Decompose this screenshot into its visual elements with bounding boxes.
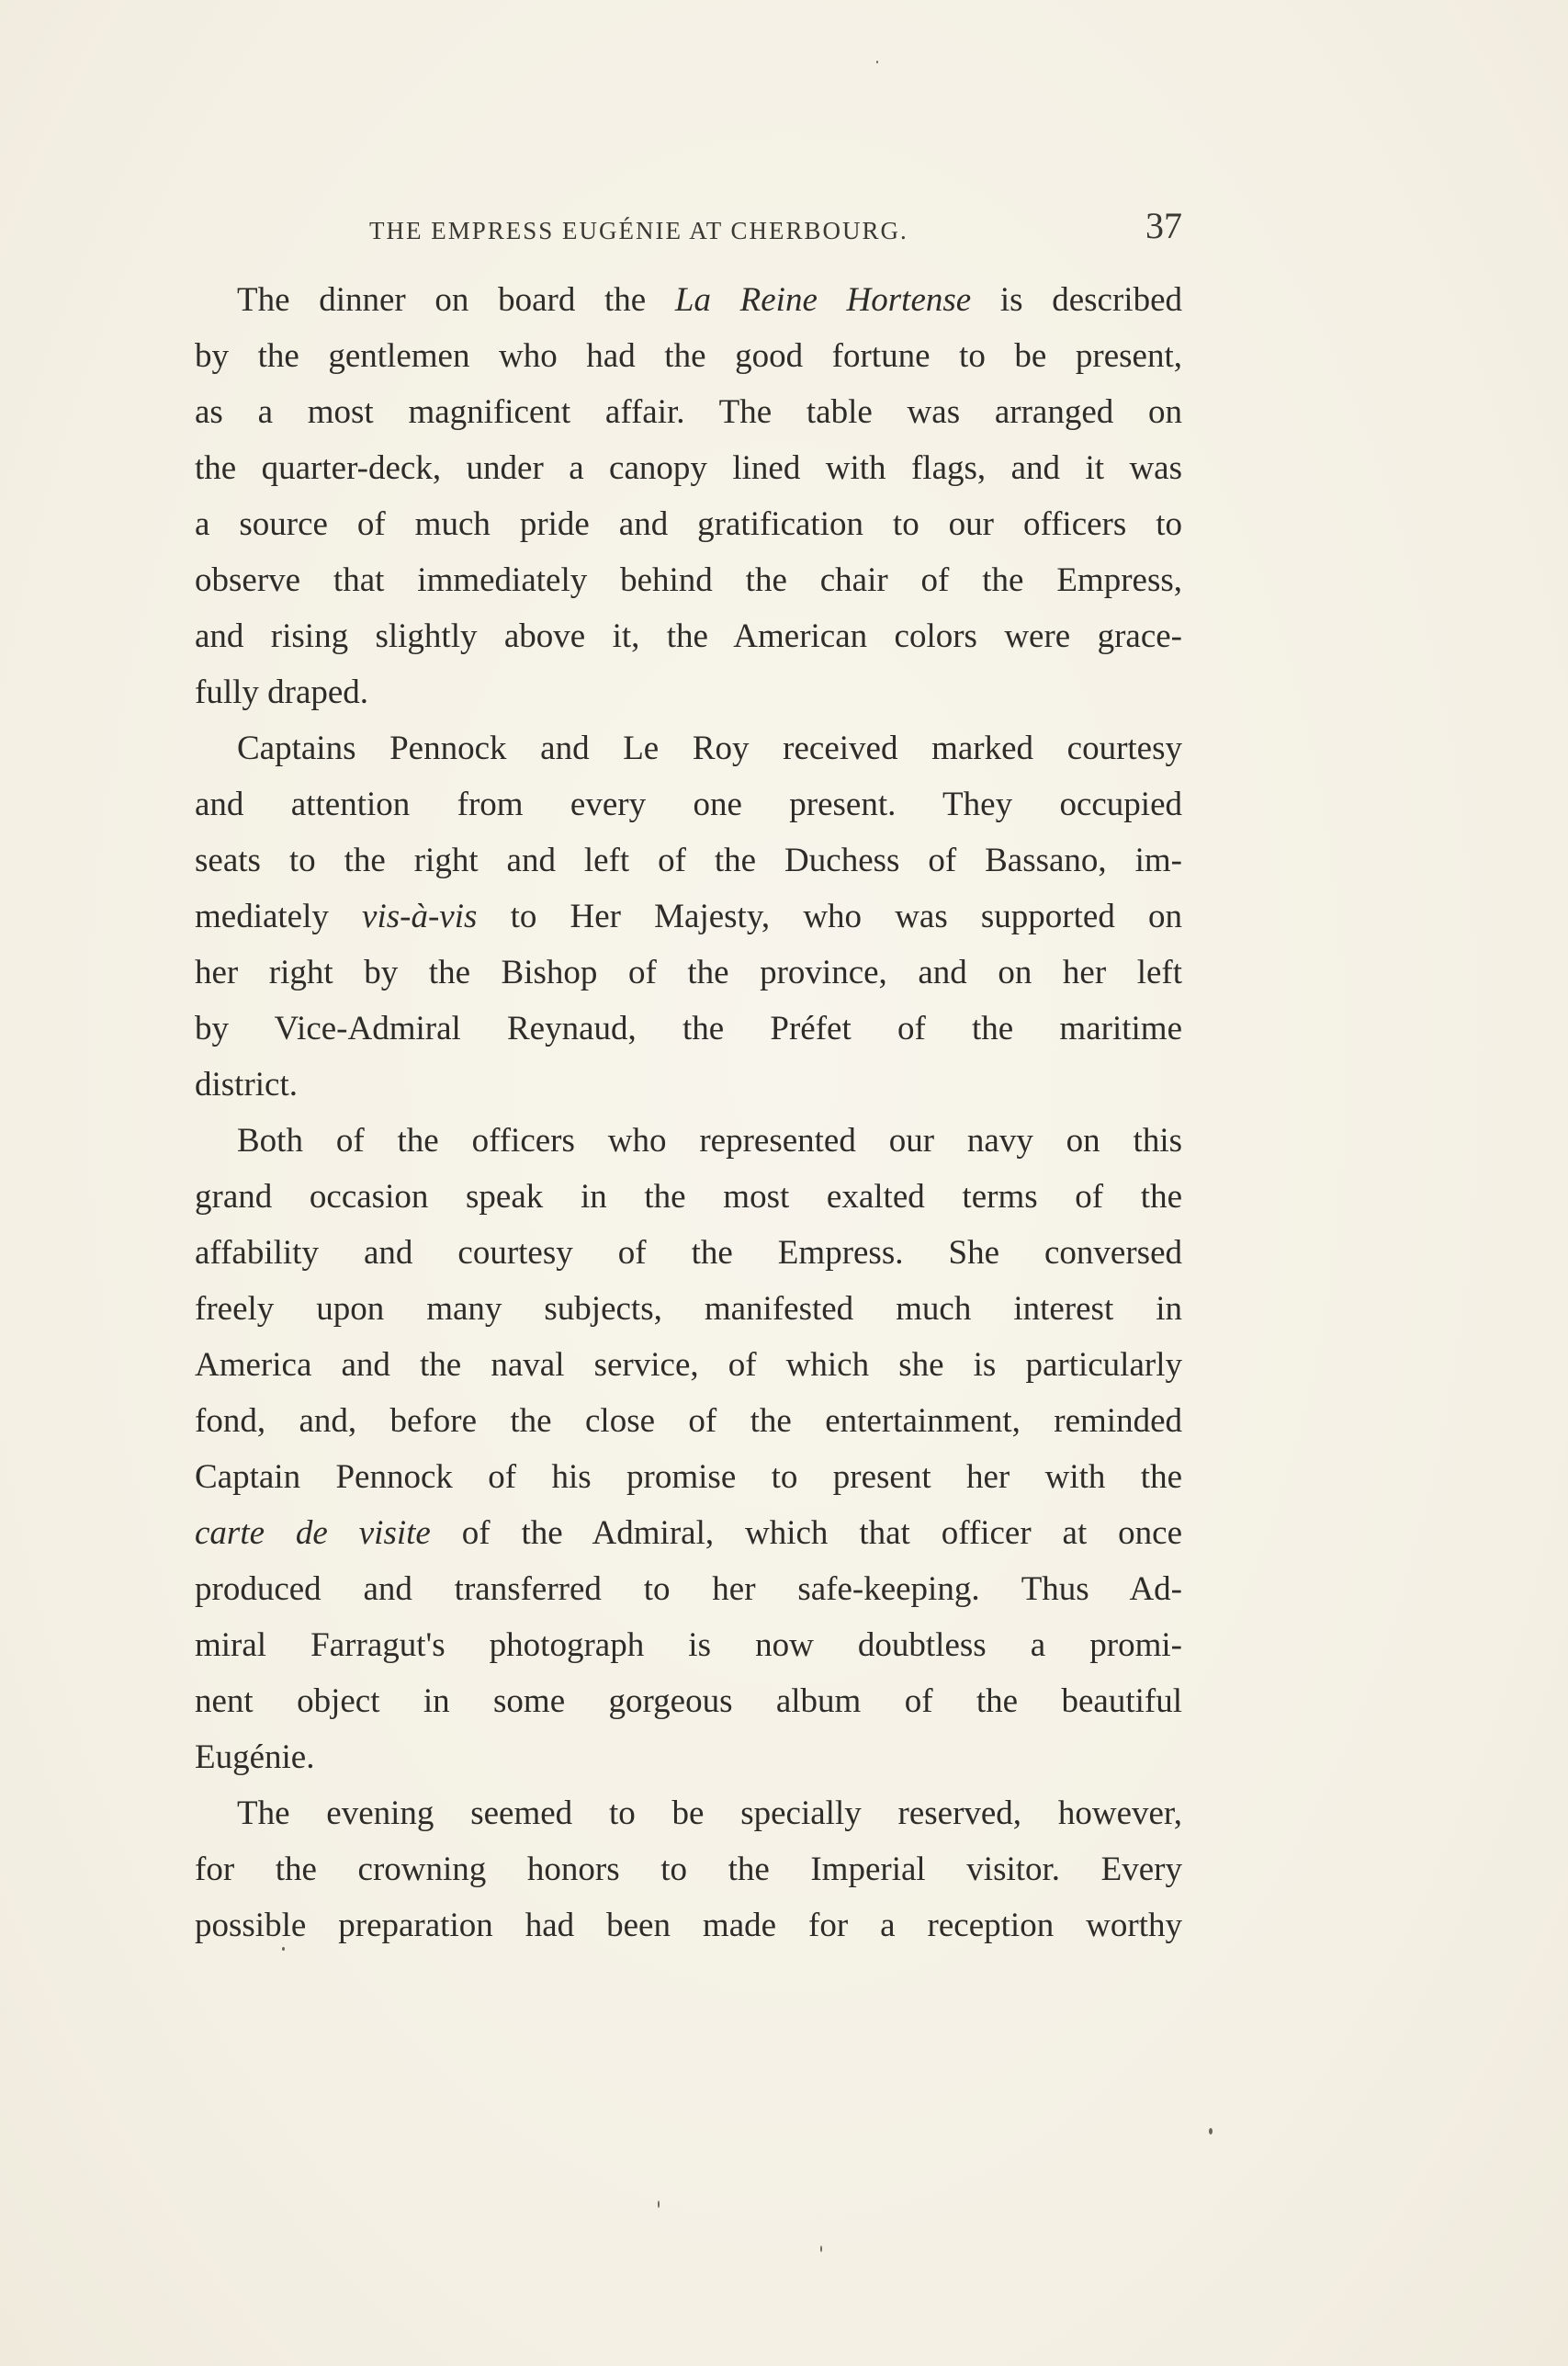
text-line <box>195 496 1182 552</box>
text-segment: of the Admiral, which that officer at once <box>430 1514 1182 1552</box>
text-segment: Captain Pennock of his promise to present her with the <box>195 1458 1182 1496</box>
paragraph <box>195 720 1182 1113</box>
paragraph <box>195 1113 1182 1785</box>
text-segment: possible preparation had been made for a reception worthy <box>195 1907 1182 1944</box>
text-line <box>195 945 1182 1001</box>
text-segment: produced and transferred to her safe-keeping. Thus Ad- <box>195 1570 1182 1608</box>
text-segment: seats to the right and left of the Duchess of Bassano, im- <box>195 842 1182 879</box>
text-line <box>195 1561 1182 1617</box>
italic-text: carte de visite <box>195 1514 431 1552</box>
text-line <box>195 1841 1182 1897</box>
text-line <box>195 1673 1182 1729</box>
text-segment: for the crowning honors to the Imperial visitor. Every <box>195 1851 1182 1888</box>
text-segment: The evening seemed to be specially reserved, however, <box>237 1794 1182 1832</box>
text-segment: The dinner on board the <box>237 281 675 319</box>
text-segment: fond, and, before the close of the entertainment, reminded <box>195 1402 1182 1440</box>
text-line <box>195 664 1182 720</box>
text-line <box>195 1505 1182 1561</box>
body-text <box>195 272 1182 1953</box>
text-line <box>195 1393 1182 1449</box>
text-line <box>195 1785 1182 1841</box>
text-line <box>195 552 1182 608</box>
text-segment: Eugénie. <box>195 1738 315 1776</box>
text-segment: Captains Pennock and Le Roy received marked courtesy <box>237 730 1182 767</box>
text-segment: affability and courtesy of the Empress. She conversed <box>195 1234 1182 1272</box>
text-segment: nent object in some gorgeous album of the beautiful <box>195 1682 1182 1720</box>
text-segment: Both of the officers who represented our navy on this <box>237 1122 1182 1160</box>
text-line <box>195 1001 1182 1057</box>
paragraph <box>195 1785 1182 1953</box>
text-segment: district. <box>195 1066 299 1104</box>
text-segment: grand occasion speak in the most exalted terms of the <box>195 1178 1182 1216</box>
text-segment: and rising slightly above it, the American colors were grace- <box>195 617 1182 655</box>
text-line <box>195 776 1182 832</box>
text-line <box>195 1281 1182 1337</box>
page-number: 37 <box>1145 205 1182 246</box>
text-segment: by Vice-Admiral Reynaud, the Préfet of the maritime <box>195 1010 1182 1047</box>
text-line <box>195 832 1182 889</box>
text-line <box>195 889 1182 945</box>
text-line <box>195 1169 1182 1225</box>
text-segment: miral Farragut's photograph is now doubtless a promi- <box>195 1626 1182 1664</box>
text-line <box>195 1617 1182 1673</box>
text-line <box>195 1897 1182 1953</box>
text-line <box>195 1225 1182 1281</box>
text-line <box>195 1449 1182 1505</box>
text-line <box>195 272 1182 328</box>
text-line <box>195 608 1182 664</box>
text-segment: by the gentlemen who had the good fortune to be present, <box>195 337 1182 375</box>
italic-text: La Reine Hortense <box>674 281 972 319</box>
text-segment: America and the naval service, of which she is particularly <box>195 1346 1182 1384</box>
text-line <box>195 720 1182 776</box>
text-segment: her right by the Bishop of the province, and on her left <box>195 954 1182 991</box>
text-segment: and attention from every one present. They occupied <box>195 786 1182 823</box>
text-line <box>195 440 1182 496</box>
text-segment: the quarter-deck, under a canopy lined with flags, and it was <box>195 449 1182 487</box>
paragraph <box>195 272 1182 720</box>
text-line <box>195 1113 1182 1169</box>
text-segment: a source of much pride and gratification to our officers to <box>195 505 1182 543</box>
running-head <box>195 204 1182 250</box>
text-segment: is described <box>971 281 1183 319</box>
text-segment: as a most magnificent affair. The table was arranged on <box>195 393 1182 431</box>
italic-text: vis-à-vis <box>362 898 478 935</box>
text-line <box>195 1057 1182 1113</box>
text-segment: observe that immediately behind the chair of the Empress, <box>195 561 1182 599</box>
text-segment: fully draped. <box>195 674 369 711</box>
text-line <box>195 328 1182 384</box>
running-title: THE EMPRESS EUGÉNIE AT CHERBOURG. <box>369 217 908 244</box>
text-line <box>195 1729 1182 1785</box>
text-segment: mediately <box>195 898 363 935</box>
text-segment: to Her Majesty, who was supported on <box>477 898 1182 935</box>
text-line <box>195 1337 1182 1393</box>
text-line <box>195 384 1182 440</box>
text-segment: freely upon many subjects, manifested much interest in <box>195 1290 1182 1328</box>
